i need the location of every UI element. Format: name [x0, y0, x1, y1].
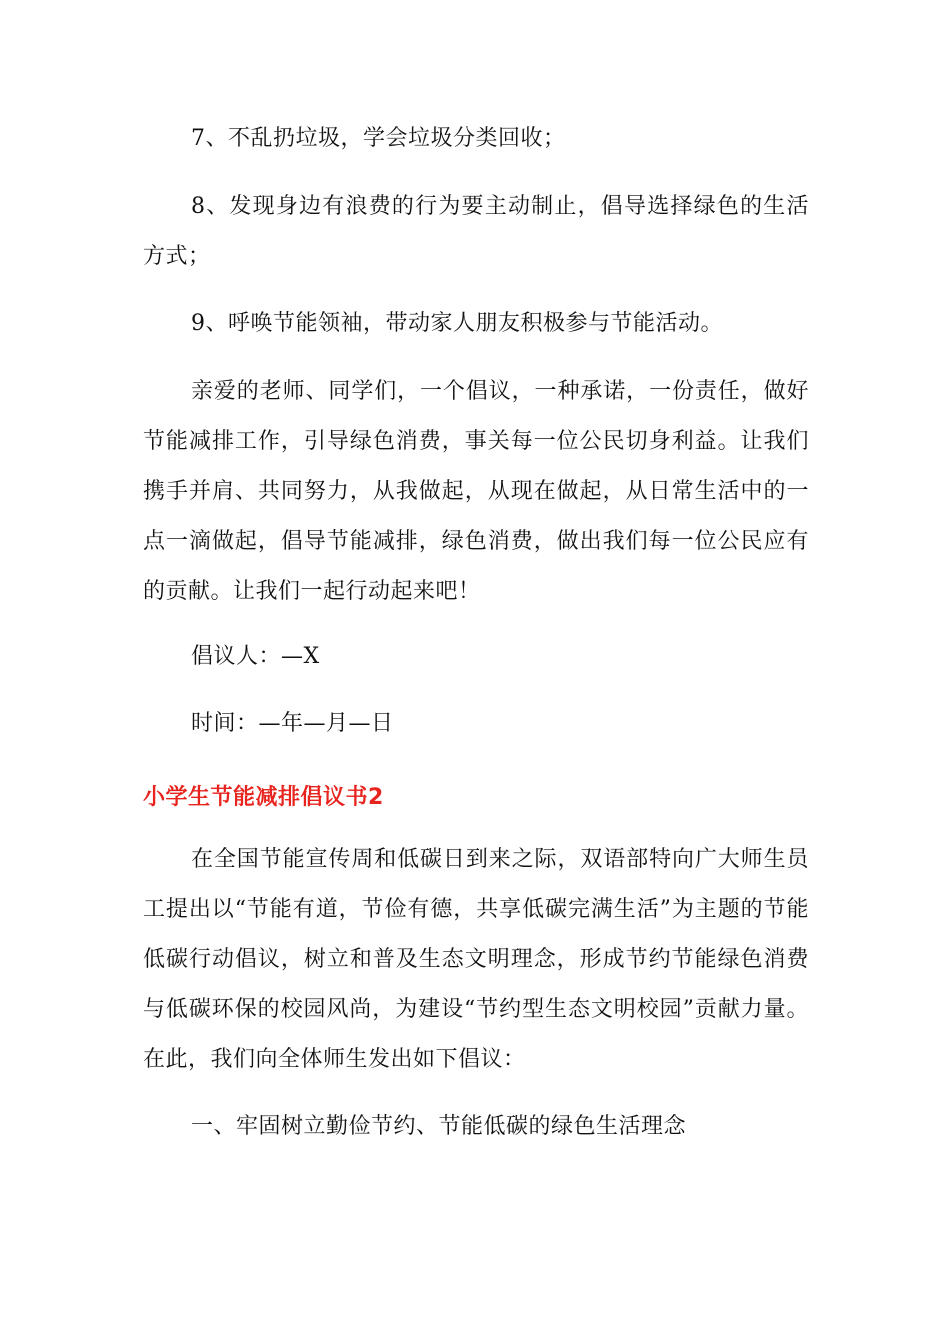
- proposer-line: 倡议人：—X: [191, 644, 320, 669]
- paragraph-item-9: 9、呼唤节能领袖，带动家人朋友积极参与节能活动。: [191, 311, 723, 336]
- paragraph-closing-appeal: 亲爱的老师、同学们，一个倡议，一种承诺，一份责任，做好节能减排工作，引导绿色消费，事关每一位公民切身利益。让我们携手并肩、共同努力，从我做起，从现在做起，从日常生活中的一点一滴做起，倡导节能减排，绿色消费，做出我们每一位公民应有的贡献。让我们一起行动起来吧！: [143, 379, 809, 604]
- section-intro-paragraph: 在全国节能宣传周和低碳日到来之际，双语部特向广大师生员工提出以“节能有道，节俭有德，共享低碳完满生活”为主题的节能低碳行动倡议，树立和普及生态文明理念，形成节约节能绿色消费与低碳环保的校园风尚，为建设“节约型生态文明校园”贡献力量。在此，我们向全体师生发出如下倡议：: [143, 847, 809, 1072]
- date-line: 时间：—年—月—日: [191, 711, 394, 736]
- section-point-1: 一、牢固树立勤俭节约、节能低碳的绿色生活理念: [191, 1114, 687, 1139]
- paragraph-item-7: 7、不乱扔垃圾，学会垃圾分类回收；: [191, 126, 566, 151]
- section-title: 小学生节能减排倡议书2: [143, 785, 384, 810]
- paragraph-item-8: 8、发现身边有浪费的行为要主动制止，倡导选择绿色的生活方式；: [143, 194, 809, 269]
